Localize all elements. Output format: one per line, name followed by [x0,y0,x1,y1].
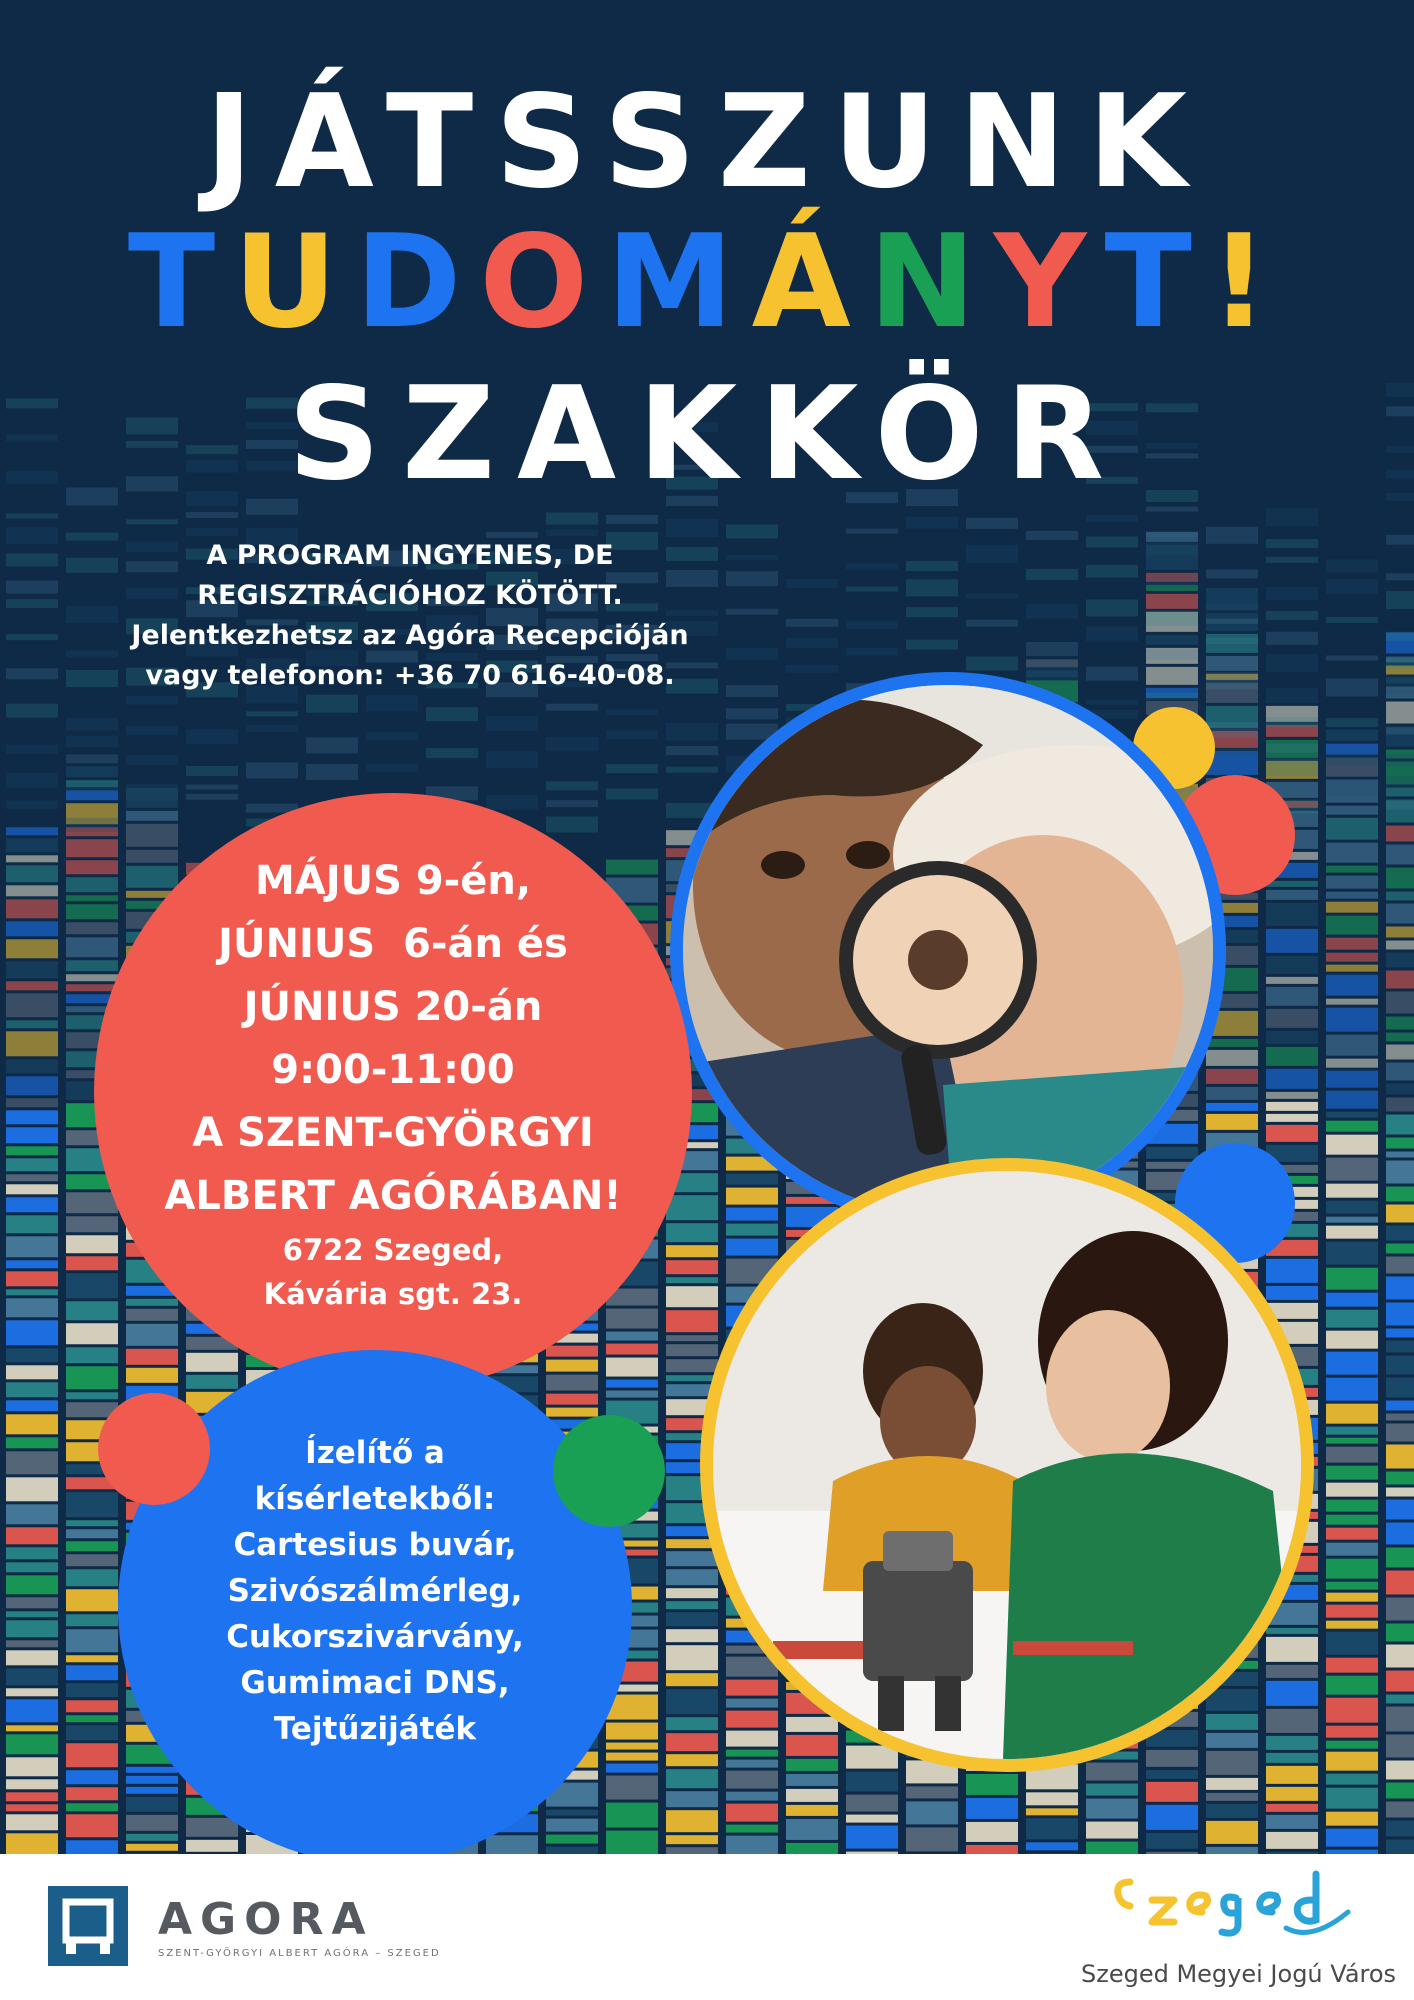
title-letter: O [479,208,607,357]
address-city: 6722 Szeged, [282,1233,504,1267]
title-letter: U [233,208,356,357]
address-street: Kávária sgt. 23. [263,1277,523,1311]
intro-line-4: vagy telefonon: +36 70 616-40-08. [145,660,675,691]
title-letter: M [606,208,752,357]
experiments-heading-1: Ízelítő a [305,1435,445,1471]
photo-kids-building-robots [700,1158,1314,1772]
title-line-3: SZAKKÖR [287,360,1127,509]
time-range: 9:00-11:00 [271,1047,515,1093]
experiment-item: Cukorszivárvány, [226,1619,524,1655]
experiment-item: Gumimaci DNS, [240,1665,510,1701]
title-line-2 [0,208,1414,357]
szeged-logo-icon [1112,1862,1352,1942]
szeged-caption: Szeged Megyei Jogú Város [1081,1960,1397,1988]
intro-line-1: A PROGRAM INGYENES, DE [206,540,614,571]
experiment-item: Cartesius buvár, [233,1527,517,1563]
title-letter: Y [993,208,1105,357]
registration-info [60,536,760,696]
title-letter: D [355,208,480,357]
footer [0,1854,1414,2000]
intro-line-2: REGISZTRÁCIÓHOZ KÖTÖTT. [197,580,623,611]
experiment-item: Szivószálmérleg, [227,1573,523,1609]
experiment-item: Tejtűzijáték [273,1711,477,1747]
agora-subtitle: SZENT-GYÖRGYI ALBERT AGÓRA – SZEGED [158,1948,441,1959]
date-june-20: JÚNIUS 20-án [243,984,543,1030]
title-line-1: JÁTSSZUNK [205,68,1209,217]
title-letter: T [127,208,234,357]
venue-line-1: A SZENT-GYÖRGYI [192,1110,594,1156]
agora-name: AGORA [158,1894,374,1945]
intro-line-3: Jelentkezhetsz az Agóra Recepcióján [131,620,689,651]
title-letter: ! [1209,208,1287,357]
title-letter: Á [751,208,869,357]
date-may: MÁJUS 9-én, [254,858,532,904]
venue-line-2: ALBERT AGÓRÁBAN! [164,1173,622,1219]
experiments-heading-2: kísérletekből: [254,1481,496,1517]
agora-logo-icon [48,1886,128,1966]
experiments-text [118,1430,632,1752]
photo-kids-magnifying-glass [670,672,1226,1228]
title-letter: T [1104,208,1210,357]
schedule-text [94,850,692,1316]
date-june-6: JÚNIUS 6-án és [218,921,568,967]
title-letter: N [868,208,994,357]
